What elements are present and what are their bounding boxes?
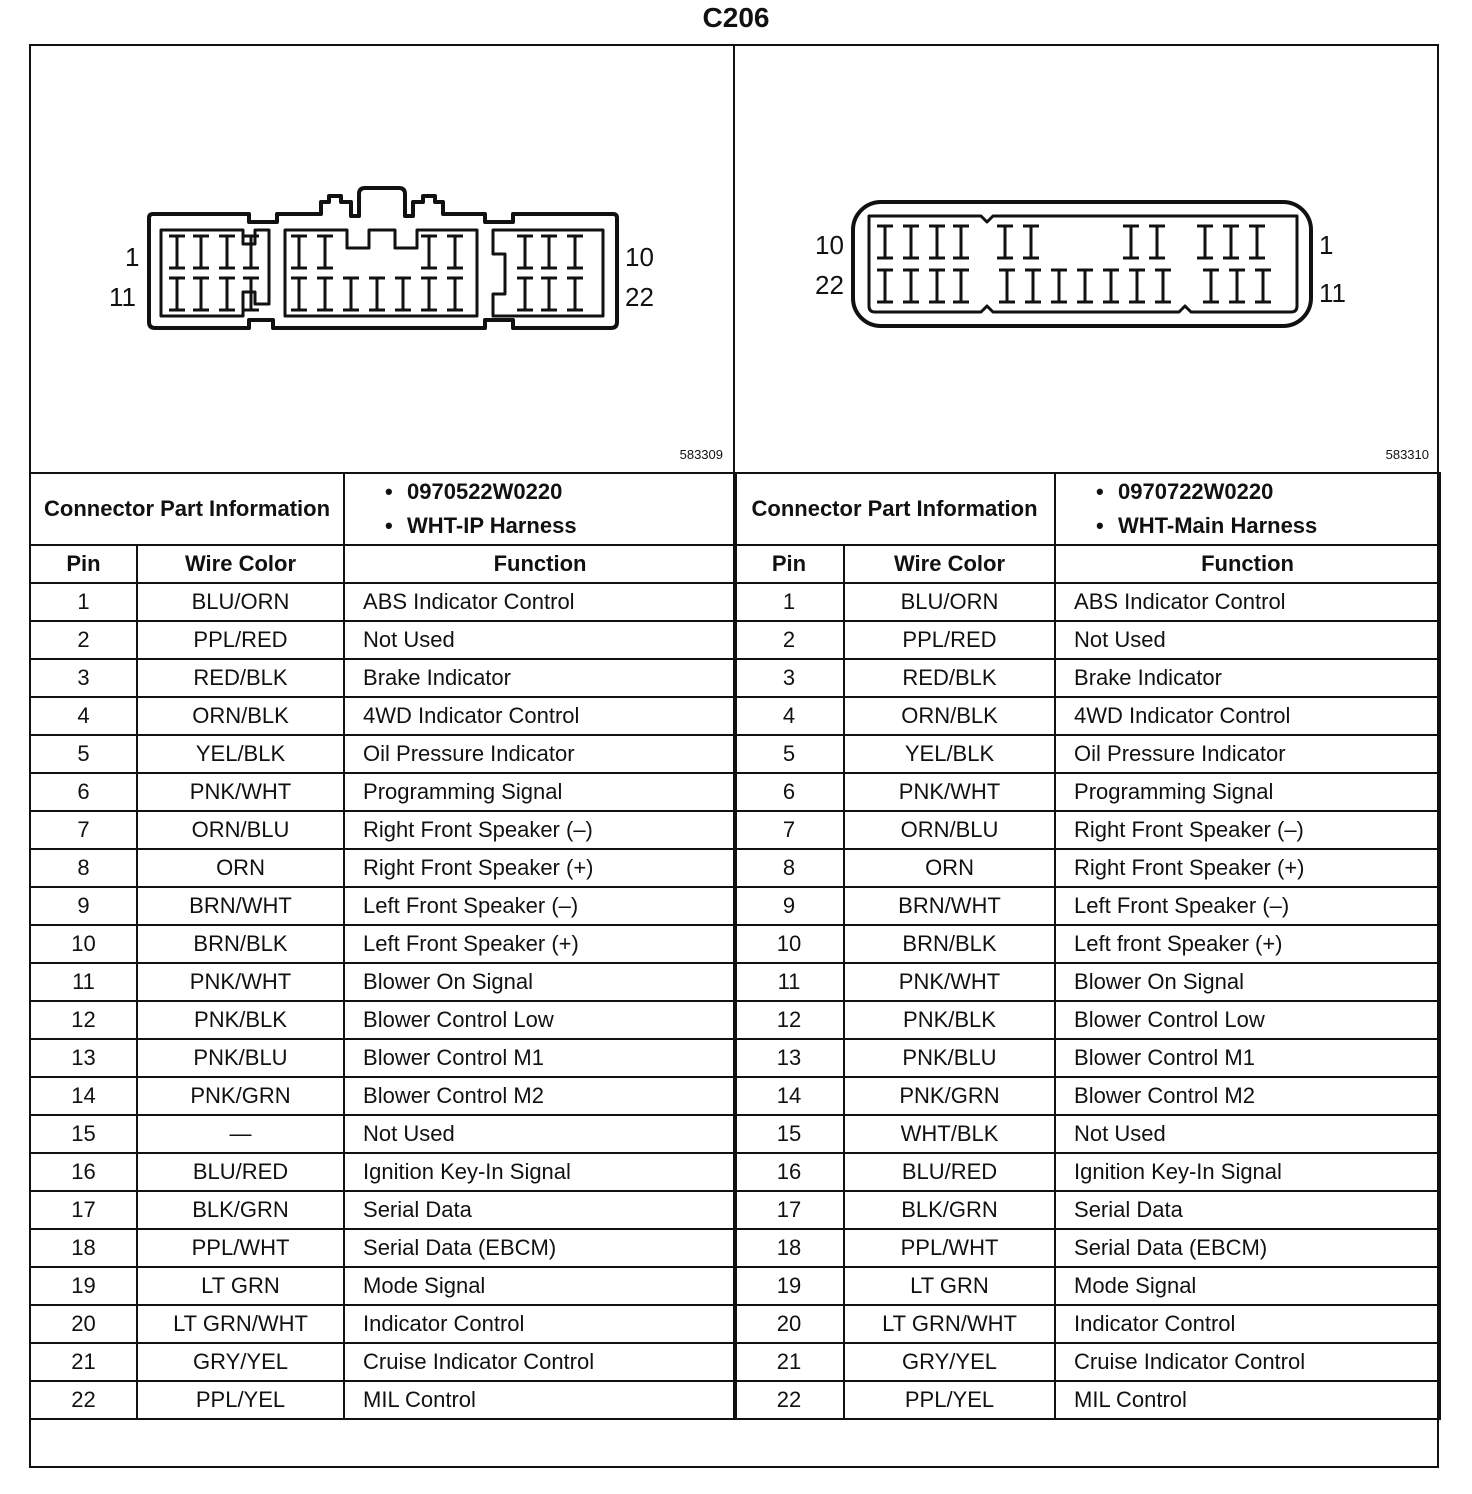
- table-row: [30, 1039, 736, 1077]
- bullet-icon: •: [1096, 513, 1104, 538]
- terminal-cavity-icon: [243, 236, 259, 268]
- table-row: [734, 1267, 1440, 1305]
- terminal-cavity-icon: [369, 278, 385, 310]
- pin-cell: 6: [30, 773, 137, 811]
- pin-cell: 16: [30, 1153, 137, 1191]
- pin-cell: 8: [734, 849, 844, 887]
- wire-color-cell: PPL/WHT: [844, 1229, 1055, 1267]
- pin-cell: 6: [734, 773, 844, 811]
- terminal-cavity-icon: [1025, 270, 1041, 302]
- function-cell: Blower Control Low: [1055, 1001, 1440, 1039]
- terminal-cavity-icon: [1203, 270, 1219, 302]
- pin-cell: 10: [30, 925, 137, 963]
- harness-name: WHT-IP Harness: [407, 513, 577, 538]
- wire-color-cell: BLK/GRN: [844, 1191, 1055, 1229]
- pin-label-bottom-left: 22: [815, 270, 844, 300]
- table-row: [734, 925, 1440, 963]
- wire-color-cell: LT GRN/WHT: [137, 1305, 344, 1343]
- function-cell: ABS Indicator Control: [344, 583, 736, 621]
- function-cell: Indicator Control: [344, 1305, 736, 1343]
- pin-cell: 8: [30, 849, 137, 887]
- table-row: [734, 1191, 1440, 1229]
- terminal-cavity-icon: [219, 278, 235, 310]
- pin-cell: 12: [734, 1001, 844, 1039]
- terminal-cavity-icon: [447, 278, 463, 310]
- terminal-cavity-icon: [1197, 226, 1213, 258]
- function-cell: Right Front Speaker (–): [1055, 811, 1440, 849]
- terminal-cavity-icon: [541, 236, 557, 268]
- table-row: [30, 1343, 736, 1381]
- pin-label-bottom-right: 22: [625, 282, 654, 312]
- wire-color-cell: PNK/BLU: [137, 1039, 344, 1077]
- wire-color-cell: ORN/BLK: [844, 697, 1055, 735]
- function-cell: Right Front Speaker (+): [344, 849, 736, 887]
- table-row: [734, 887, 1440, 925]
- wire-color-cell: PNK/WHT: [844, 773, 1055, 811]
- pin-cell: 17: [734, 1191, 844, 1229]
- wire-color-cell: ORN/BLU: [137, 811, 344, 849]
- terminal-cavity-icon: [317, 278, 333, 310]
- wire-color-cell: RED/BLK: [137, 659, 344, 697]
- wire-color-cell: GRY/YEL: [137, 1343, 344, 1381]
- terminal-cavity-icon: [1255, 270, 1271, 302]
- pin-cell: 12: [30, 1001, 137, 1039]
- terminal-cavity-icon: [1023, 226, 1039, 258]
- table-row: [30, 773, 736, 811]
- function-cell: Not Used: [344, 1115, 736, 1153]
- wire-color-cell: YEL/BLK: [844, 735, 1055, 773]
- function-cell: Left front Speaker (+): [1055, 925, 1440, 963]
- wire-color-cell: ORN/BLK: [137, 697, 344, 735]
- terminal-cavity-icon: [953, 226, 969, 258]
- wire-color-cell: BLU/RED: [137, 1153, 344, 1191]
- function-cell: Blower Control M2: [1055, 1077, 1440, 1115]
- wire-color-cell: ORN/BLU: [844, 811, 1055, 849]
- table-row: [734, 849, 1440, 887]
- pin-cell: 15: [734, 1115, 844, 1153]
- connector-diagram-main: [735, 44, 1439, 472]
- function-cell: Programming Signal: [344, 773, 736, 811]
- terminal-cavity-icon: [1155, 270, 1171, 302]
- wire-color-cell: PPL/YEL: [137, 1381, 344, 1419]
- function-cell: Blower Control M1: [344, 1039, 736, 1077]
- pin-cell: 1: [734, 583, 844, 621]
- pin-cell: 22: [734, 1381, 844, 1419]
- wire-color-cell: BRN/WHT: [137, 887, 344, 925]
- table-row: [30, 887, 736, 925]
- function-cell: MIL Control: [1055, 1381, 1440, 1419]
- bullet-icon: •: [1096, 479, 1104, 504]
- pin-label-bottom-right: 11: [1319, 278, 1346, 308]
- function-cell: Left Front Speaker (–): [1055, 887, 1440, 925]
- pin-cell: 13: [734, 1039, 844, 1077]
- table-row: [734, 1381, 1440, 1419]
- wire-color-cell: PPL/YEL: [844, 1381, 1055, 1419]
- pin-cell: 18: [30, 1229, 137, 1267]
- figure-id: 583309: [679, 447, 723, 462]
- table-row: [734, 659, 1440, 697]
- table-row: [30, 697, 736, 735]
- table-row: [30, 1115, 736, 1153]
- function-cell: Not Used: [1055, 1115, 1440, 1153]
- table-row: [734, 1229, 1440, 1267]
- terminal-cavity-icon: [567, 278, 583, 310]
- terminal-cavity-icon: [343, 278, 359, 310]
- wire-color-cell: BRN/BLK: [844, 925, 1055, 963]
- function-cell: Blower On Signal: [1055, 963, 1440, 1001]
- wire-color-cell: BLU/ORN: [137, 583, 344, 621]
- connector-part-info-row: [30, 473, 736, 545]
- function-cell: Left Front Speaker (+): [344, 925, 736, 963]
- function-cell: Blower Control M2: [344, 1077, 736, 1115]
- wire-color-cell: PNK/BLU: [844, 1039, 1055, 1077]
- terminal-cavity-icon: [877, 226, 893, 258]
- table-row: [30, 1305, 736, 1343]
- pin-cell: 18: [734, 1229, 844, 1267]
- wire-color-cell: PNK/WHT: [137, 773, 344, 811]
- header-wire-color: Wire Color: [137, 545, 344, 583]
- wire-color-cell: YEL/BLK: [137, 735, 344, 773]
- function-cell: MIL Control: [344, 1381, 736, 1419]
- function-cell: Mode Signal: [344, 1267, 736, 1305]
- wire-color-cell: BLU/ORN: [844, 583, 1055, 621]
- terminal-cavity-icon: [1229, 270, 1245, 302]
- pin-cell: 11: [30, 963, 137, 1001]
- part-info-values: [1055, 473, 1440, 545]
- part-number: 0970522W0220: [407, 479, 563, 504]
- function-cell: Blower Control Low: [344, 1001, 736, 1039]
- pin-cell: 15: [30, 1115, 137, 1153]
- wire-color-cell: LT GRN: [137, 1267, 344, 1305]
- part-info-values: [344, 473, 736, 545]
- terminal-cavity-icon: [1077, 270, 1093, 302]
- terminal-cavity-icon: [219, 236, 235, 268]
- pin-cell: 4: [734, 697, 844, 735]
- function-cell: Programming Signal: [1055, 773, 1440, 811]
- header-pin: Pin: [30, 545, 137, 583]
- terminal-cavity-icon: [903, 270, 919, 302]
- function-cell: Right Front Speaker (–): [344, 811, 736, 849]
- table-row: [734, 583, 1440, 621]
- wire-color-cell: PNK/GRN: [137, 1077, 344, 1115]
- bullet-icon: •: [385, 513, 393, 538]
- pin-cell: 19: [734, 1267, 844, 1305]
- pin-cell: 21: [30, 1343, 137, 1381]
- table-row: [30, 1381, 736, 1419]
- connector-face-main-icon: [735, 44, 1439, 472]
- terminal-cavity-icon: [291, 236, 307, 268]
- figure-id: 583310: [1385, 447, 1429, 462]
- wire-color-cell: PNK/BLK: [137, 1001, 344, 1039]
- terminal-cavity-icon: [193, 278, 209, 310]
- pinout-table-ip: [29, 472, 737, 1420]
- wire-color-cell: PNK/WHT: [844, 963, 1055, 1001]
- pin-label-top-left: 10: [815, 230, 844, 260]
- function-cell: Not Used: [1055, 621, 1440, 659]
- pin-cell: 2: [734, 621, 844, 659]
- pin-cell: 22: [30, 1381, 137, 1419]
- table-row: [30, 1191, 736, 1229]
- pin-cell: 11: [734, 963, 844, 1001]
- terminal-cavity-icon: [541, 278, 557, 310]
- wire-color-cell: BRN/WHT: [844, 887, 1055, 925]
- pin-cell: 14: [734, 1077, 844, 1115]
- pin-cell: 13: [30, 1039, 137, 1077]
- table-row: [734, 1153, 1440, 1191]
- pin-label-top-right: 10: [625, 242, 654, 272]
- function-cell: Right Front Speaker (+): [1055, 849, 1440, 887]
- header-pin: Pin: [734, 545, 844, 583]
- pin-cell: 9: [734, 887, 844, 925]
- pin-cell: 5: [30, 735, 137, 773]
- terminal-cavity-icon: [421, 278, 437, 310]
- harness-name: WHT-Main Harness: [1118, 513, 1318, 538]
- terminal-cavity-icon: [929, 226, 945, 258]
- pin-label-bottom-left: 11: [109, 282, 136, 312]
- table-row: [30, 811, 736, 849]
- table-header-row: [30, 545, 736, 583]
- terminal-cavity-icon: [291, 278, 307, 310]
- table-row: [734, 1077, 1440, 1115]
- table-row: [734, 773, 1440, 811]
- pin-cell: 20: [30, 1305, 137, 1343]
- table-row: [734, 1001, 1440, 1039]
- terminal-cavity-icon: [1103, 270, 1119, 302]
- function-cell: Cruise Indicator Control: [344, 1343, 736, 1381]
- terminal-cavity-icon: [193, 236, 209, 268]
- table-row: [734, 697, 1440, 735]
- pin-cell: 20: [734, 1305, 844, 1343]
- pin-cell: 3: [30, 659, 137, 697]
- function-cell: Brake Indicator: [1055, 659, 1440, 697]
- header-wire-color: Wire Color: [844, 545, 1055, 583]
- part-info-label: Connector Part Information: [30, 473, 344, 545]
- table-row: [30, 1229, 736, 1267]
- table-row: [30, 583, 736, 621]
- terminal-cavity-icon: [567, 236, 583, 268]
- wire-color-cell: BLK/GRN: [137, 1191, 344, 1229]
- pin-label-top-right: 1: [1319, 230, 1334, 260]
- terminal-cavity-icon: [903, 226, 919, 258]
- pin-cell: 19: [30, 1267, 137, 1305]
- table-row: [734, 621, 1440, 659]
- pin-cell: 3: [734, 659, 844, 697]
- pin-cell: 4: [30, 697, 137, 735]
- wire-color-cell: LT GRN: [844, 1267, 1055, 1305]
- function-cell: Serial Data (EBCM): [1055, 1229, 1440, 1267]
- pin-label-top-left: 1: [125, 242, 140, 272]
- pin-cell: 1: [30, 583, 137, 621]
- terminal-cavity-icon: [421, 236, 437, 268]
- function-cell: 4WD Indicator Control: [1055, 697, 1440, 735]
- page-title: C206: [702, 2, 770, 33]
- table-row: [30, 1267, 736, 1305]
- function-cell: Oil Pressure Indicator: [344, 735, 736, 773]
- terminal-cavity-icon: [1223, 226, 1239, 258]
- wire-color-cell: WHT/BLK: [844, 1115, 1055, 1153]
- function-cell: Ignition Key-In Signal: [1055, 1153, 1440, 1191]
- table-row: [734, 1305, 1440, 1343]
- terminal-cavity-icon: [999, 270, 1015, 302]
- function-cell: Indicator Control: [1055, 1305, 1440, 1343]
- terminal-cavity-icon: [395, 278, 411, 310]
- table-row: [734, 1039, 1440, 1077]
- terminal-cavity-icon: [517, 278, 533, 310]
- pin-cell: 14: [30, 1077, 137, 1115]
- function-cell: Left Front Speaker (–): [344, 887, 736, 925]
- connector-diagrams: [29, 44, 1439, 472]
- table-row: [30, 849, 736, 887]
- table-row: [30, 1077, 736, 1115]
- terminal-cavity-icon: [1249, 226, 1265, 258]
- terminal-cavity-icon: [1129, 270, 1145, 302]
- pin-cell: 2: [30, 621, 137, 659]
- table-row: [734, 963, 1440, 1001]
- wire-color-cell: GRY/YEL: [844, 1343, 1055, 1381]
- table-row: [30, 963, 736, 1001]
- terminal-cavity-icon: [1149, 226, 1165, 258]
- function-cell: Serial Data: [1055, 1191, 1440, 1229]
- pin-cell: 10: [734, 925, 844, 963]
- function-cell: Mode Signal: [1055, 1267, 1440, 1305]
- wire-color-cell: —: [137, 1115, 344, 1153]
- wire-color-cell: PNK/GRN: [844, 1077, 1055, 1115]
- function-cell: 4WD Indicator Control: [344, 697, 736, 735]
- pin-cell: 21: [734, 1343, 844, 1381]
- pin-cell: 7: [30, 811, 137, 849]
- function-cell: Serial Data (EBCM): [344, 1229, 736, 1267]
- table-row: [30, 1001, 736, 1039]
- wire-color-cell: BLU/RED: [844, 1153, 1055, 1191]
- terminal-cavity-icon: [447, 236, 463, 268]
- table-row: [734, 1115, 1440, 1153]
- table-row: [734, 735, 1440, 773]
- terminal-cavity-icon: [169, 278, 185, 310]
- part-info-label: Connector Part Information: [734, 473, 1055, 545]
- terminal-cavity-icon: [997, 226, 1013, 258]
- function-cell: Not Used: [344, 621, 736, 659]
- wire-color-cell: PPL/RED: [137, 621, 344, 659]
- pinout-table-main: [733, 472, 1441, 1420]
- wire-color-cell: ORN: [137, 849, 344, 887]
- function-cell: Ignition Key-In Signal: [344, 1153, 736, 1191]
- bullet-icon: •: [385, 479, 393, 504]
- table-row: [734, 811, 1440, 849]
- terminal-cavity-icon: [317, 236, 333, 268]
- part-number: 0970722W0220: [1118, 479, 1274, 504]
- pin-cell: 9: [30, 887, 137, 925]
- table-row: [30, 621, 736, 659]
- terminal-cavity-icon: [1123, 226, 1139, 258]
- function-cell: Cruise Indicator Control: [1055, 1343, 1440, 1381]
- function-cell: Oil Pressure Indicator: [1055, 735, 1440, 773]
- table-row: [30, 1153, 736, 1191]
- pin-cell: 5: [734, 735, 844, 773]
- terminal-cavity-icon: [517, 236, 533, 268]
- header-function: Function: [344, 545, 736, 583]
- wire-color-cell: BRN/BLK: [137, 925, 344, 963]
- function-cell: Blower Control M1: [1055, 1039, 1440, 1077]
- terminal-cavity-icon: [1051, 270, 1067, 302]
- connector-face-ip-icon: [29, 44, 735, 472]
- connector-part-info-row: [734, 473, 1440, 545]
- table-row: [30, 659, 736, 697]
- terminal-cavity-icon: [169, 236, 185, 268]
- table-row: [30, 925, 736, 963]
- wire-color-cell: LT GRN/WHT: [844, 1305, 1055, 1343]
- header-function: Function: [1055, 545, 1440, 583]
- function-cell: Blower On Signal: [344, 963, 736, 1001]
- terminal-cavity-icon: [877, 270, 893, 302]
- table-row: [30, 735, 736, 773]
- function-cell: ABS Indicator Control: [1055, 583, 1440, 621]
- pin-cell: 16: [734, 1153, 844, 1191]
- pin-cell: 17: [30, 1191, 137, 1229]
- wire-color-cell: RED/BLK: [844, 659, 1055, 697]
- wire-color-cell: PNK/BLK: [844, 1001, 1055, 1039]
- wire-color-cell: PPL/WHT: [137, 1229, 344, 1267]
- wire-color-cell: PNK/WHT: [137, 963, 344, 1001]
- table-row: [734, 1343, 1440, 1381]
- pin-cell: 7: [734, 811, 844, 849]
- table-header-row: [734, 545, 1440, 583]
- terminal-cavity-icon: [953, 270, 969, 302]
- wire-color-cell: PPL/RED: [844, 621, 1055, 659]
- terminal-cavity-icon: [929, 270, 945, 302]
- connector-diagram-ip: [29, 44, 735, 472]
- function-cell: Brake Indicator: [344, 659, 736, 697]
- wire-color-cell: ORN: [844, 849, 1055, 887]
- function-cell: Serial Data: [344, 1191, 736, 1229]
